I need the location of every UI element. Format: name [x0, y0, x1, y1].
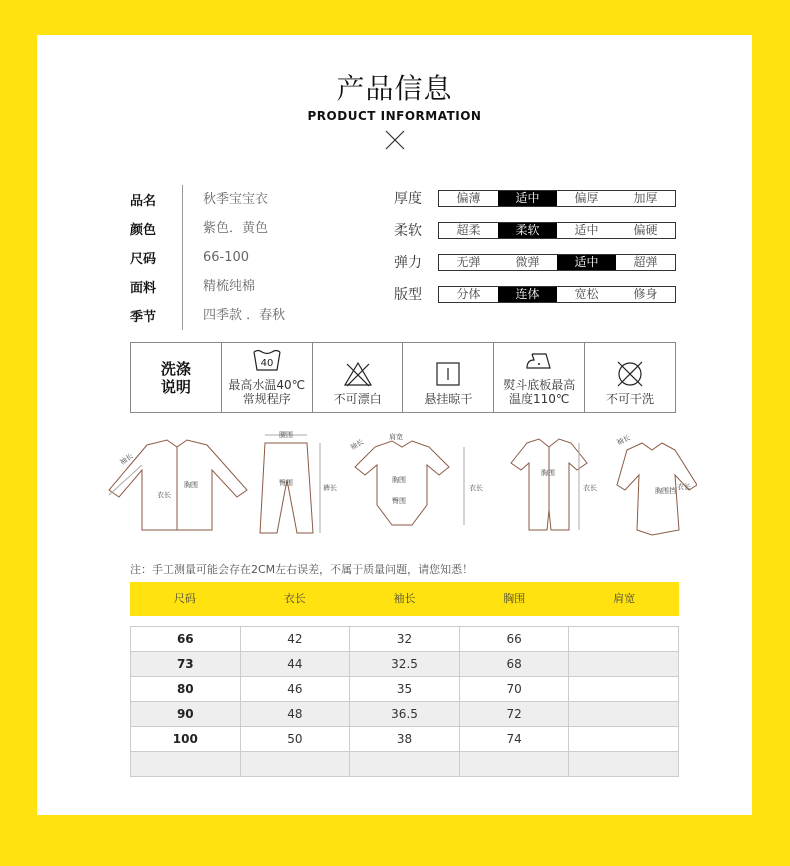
waist-label: 腰围 [279, 431, 293, 439]
attr-option: 超弹 [633, 254, 658, 269]
table-row [131, 652, 679, 677]
table-cell [131, 752, 241, 777]
wash-text: 最高水温40℃ 常规程序 [228, 378, 306, 406]
table-cell [569, 677, 679, 702]
table-cell: 48 [240, 702, 350, 727]
page-subtitle: PRODUCT INFORMATION [307, 109, 482, 123]
table-cell: 66 [459, 627, 569, 652]
attr-option: 宽松 [574, 286, 599, 301]
table-cell: 35 [350, 677, 460, 702]
table-cell: 42 [240, 627, 350, 652]
info-row-fabric [130, 272, 285, 301]
info-row-size [130, 243, 285, 272]
table-cell [569, 702, 679, 727]
table-cell [350, 752, 460, 777]
attr-option: 偏厚 [574, 190, 599, 205]
table-cell: 68 [459, 652, 569, 677]
attr-options [438, 254, 676, 271]
attr-option: 无弹 [456, 254, 481, 269]
attr-option: 偏薄 [456, 190, 481, 205]
attr-label: 版型 [394, 287, 422, 303]
sleeve3-label: 袖长 [615, 433, 632, 447]
attr-option: 超柔 [456, 222, 481, 237]
chest2-label: 胸围 [392, 476, 406, 484]
table-cell [569, 627, 679, 652]
attr-label: 弹力 [394, 255, 422, 271]
info-row-color [130, 214, 285, 243]
measurement-note: 注：手工测量可能会存在2CM左右误差，不属于质量问题，请您知悉！ [130, 563, 474, 576]
no-dryclean-icon [615, 360, 645, 388]
product-info-card [37, 35, 752, 815]
table-row [131, 677, 679, 702]
wash-item [221, 343, 312, 412]
attr-option: 加厚 [633, 190, 658, 205]
wash-item [312, 343, 403, 412]
attr-option-selected: 适中 [498, 191, 557, 206]
attr-option: 适中 [574, 222, 599, 237]
table-cell: 70 [459, 677, 569, 702]
table-cell [459, 752, 569, 777]
page-title: 产品信息 [336, 72, 453, 105]
wash-text: 不可漂白 [333, 392, 382, 406]
info-label: 颜色 [130, 223, 157, 238]
sleeve2-label: 袖长 [349, 437, 366, 452]
info-label: 尺码 [130, 252, 157, 267]
attr-row-thickness [394, 182, 676, 214]
table-cell: 44 [240, 652, 350, 677]
table-cell [240, 752, 350, 777]
romper-diagram [511, 439, 587, 530]
table-row [131, 752, 679, 777]
sleeve-label: 袖长 [118, 452, 135, 467]
column-header: 尺码 [173, 592, 196, 605]
iron-icon [524, 346, 554, 374]
attr-label: 厚度 [394, 191, 422, 207]
info-label: 面料 [130, 281, 157, 296]
wash-temp-label: 40 [260, 358, 274, 369]
attr-options [438, 222, 676, 239]
wash-text: 熨斗底板最高 温度110℃ [503, 378, 576, 406]
table-cell: 80 [131, 677, 241, 702]
table-cell: 72 [459, 702, 569, 727]
table-cell: 38 [350, 727, 460, 752]
attr-option-selected: 适中 [557, 255, 616, 270]
attr-option: 分体 [456, 286, 481, 301]
attr-row-elasticity [394, 246, 676, 278]
hang-dry-icon [433, 360, 463, 388]
chest3-label: 胸围 [541, 469, 555, 477]
info-label: 季节 [130, 310, 157, 325]
info-value: 秋季宝宝衣 [182, 185, 268, 214]
table-cell [569, 752, 679, 777]
wash-item [584, 343, 675, 412]
attr-option-selected: 柔软 [498, 223, 557, 238]
info-value: 66-100 [182, 243, 249, 272]
info-value: 精梳纯棉 [182, 272, 255, 301]
column-header: 肩宽 [613, 592, 636, 605]
table-cell: 100 [131, 727, 241, 752]
chest-pos-label: 胸围挡 [655, 487, 676, 495]
attr-options [438, 286, 676, 303]
attr-row-fit [394, 278, 676, 310]
table-cell [569, 652, 679, 677]
table-row [131, 627, 679, 652]
length3-label: 衣长 [583, 484, 597, 492]
hip2-label: 臀围 [392, 497, 406, 505]
info-value: 紫色．黄色 [182, 214, 268, 243]
table-row [131, 702, 679, 727]
size-table [130, 626, 679, 777]
wash-text: 不可干洗 [606, 392, 655, 406]
attr-option: 修身 [633, 286, 658, 301]
table-cell [569, 727, 679, 752]
table-cell: 32 [350, 627, 460, 652]
bodysuit-diagram [355, 441, 464, 525]
table-cell: 90 [131, 702, 241, 727]
no-bleach-icon [343, 360, 373, 388]
attr-row-softness [394, 214, 676, 246]
table-cell: 73 [131, 652, 241, 677]
table-cell: 50 [240, 727, 350, 752]
length-label: 衣长 [157, 491, 171, 499]
wash-title-cell [131, 343, 221, 412]
info-row-name [130, 185, 285, 214]
chest-label: 胸围 [184, 481, 198, 489]
attr-option: 偏硬 [633, 222, 658, 237]
length4-label: 衣长 [677, 483, 691, 491]
table-cell: 32.5 [350, 652, 460, 677]
wash-text: 悬挂晾干 [424, 392, 473, 406]
column-header: 胸围 [503, 592, 526, 605]
table-cell: 74 [459, 727, 569, 752]
column-header: 袖长 [393, 592, 416, 605]
garment-measure-diagrams [107, 425, 697, 545]
info-value: 四季款 ．春秋 [182, 301, 285, 330]
table-row [131, 727, 679, 752]
column-header: 衣长 [283, 592, 306, 605]
attr-option-selected: 连体 [498, 287, 557, 302]
attribute-scales [394, 182, 676, 310]
shoulder-label: 肩宽 [389, 433, 403, 441]
table-cell: 36.5 [350, 702, 460, 727]
table-cell: 66 [131, 627, 241, 652]
attr-options [438, 190, 676, 207]
pants-length-label: 裤长 [323, 484, 337, 492]
section-header [37, 71, 752, 151]
attr-label: 柔软 [394, 223, 422, 239]
length2-label: 衣长 [469, 484, 483, 492]
cross-divider-icon [384, 129, 406, 151]
table-cell: 46 [240, 677, 350, 702]
wash-title: 洗涤说明 [160, 359, 191, 396]
wash-40-icon [252, 346, 282, 374]
hip-label: 臀围 [279, 479, 293, 487]
wash-item [402, 343, 493, 412]
info-label: 品名 [130, 194, 157, 209]
wash-item [493, 343, 584, 412]
attr-option: 微弹 [515, 254, 540, 269]
wash-instructions [130, 342, 676, 413]
product-info-list [130, 185, 285, 330]
size-table-header [130, 582, 679, 616]
info-row-season [130, 301, 285, 330]
